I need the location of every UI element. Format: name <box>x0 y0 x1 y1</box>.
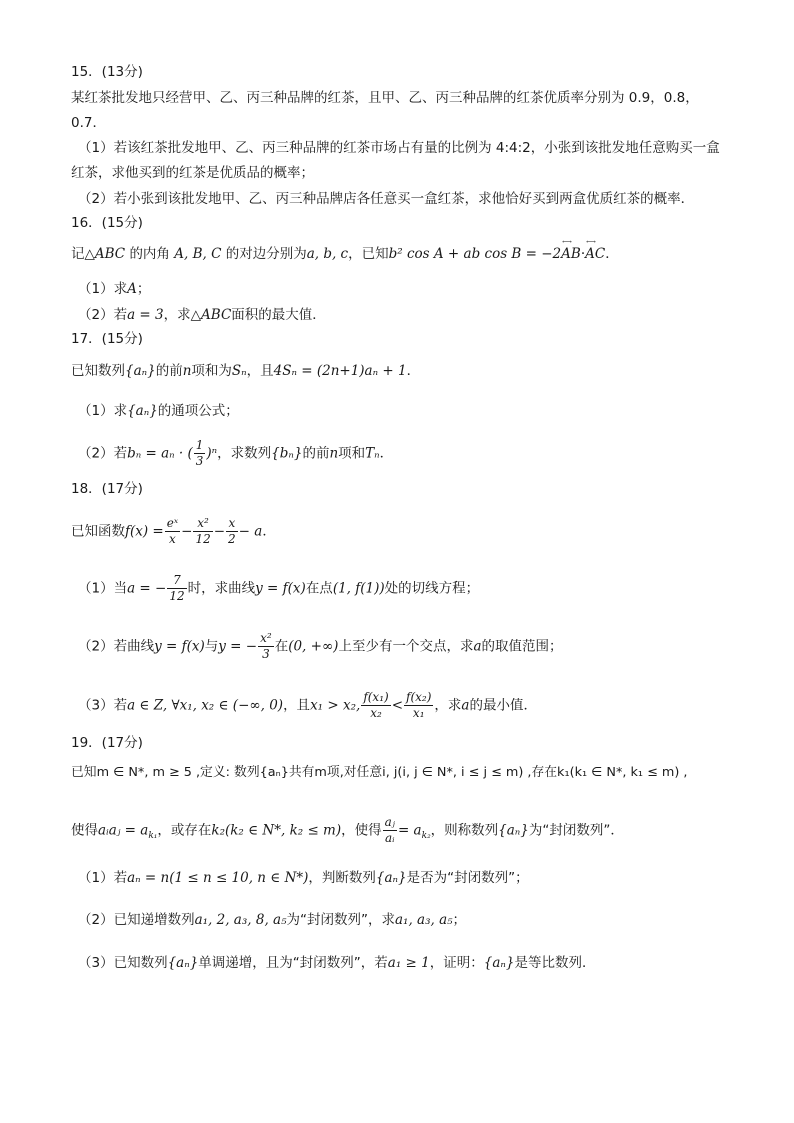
q17-exponent: )ⁿ <box>206 445 218 462</box>
numerator: aⱼ <box>384 815 395 829</box>
q17-text: ． <box>379 445 394 462</box>
q18-text: 的最小值． <box>469 697 537 714</box>
q18-cond2: x₁ > x₂, <box>310 697 361 714</box>
seq-b: {bₙ} <box>271 445 303 462</box>
q17-text: 的前 <box>302 445 330 462</box>
q16-text: ； <box>136 281 151 297</box>
func-f: f(x) = <box>125 523 164 540</box>
q18-stem <box>71 516 276 547</box>
q18-text: 在 <box>274 638 289 655</box>
seq-a: {aₙ} <box>125 363 156 379</box>
q18-cond: a ∈ Z, ∀x₁, x₂ ∈ (−∞, 0) <box>127 697 284 714</box>
q17-text: 的通项公式； <box>157 403 239 419</box>
var-a: a <box>473 638 482 655</box>
q16-part2 <box>78 309 326 323</box>
q19-seq-terms: a₁, 2, a₃, 8, a₅ <box>194 912 287 928</box>
q18-text: ，求 <box>434 697 462 714</box>
fraction <box>361 690 390 721</box>
q16-stem <box>71 248 619 262</box>
q19-definition-line1: 已知m ∈ N*, m ≥ 5 ,定义: 数列{aₙ}共有m项,对任意i, j(i, j ∈ N*, i ≤ j ≤ m) ,存在k₁(k₁ ∈ N*, k₁ ≤ m) , <box>71 765 688 780</box>
q19-cond: a₁ ≥ 1 <box>387 955 430 971</box>
minus-sign: − <box>213 523 226 540</box>
q19-quotient: = a <box>397 822 422 839</box>
var-n: n <box>329 445 339 462</box>
q19-text: （3）已知数列 <box>78 955 168 971</box>
denominator: 2 <box>228 532 236 546</box>
fraction <box>165 516 180 547</box>
denominator: x₂ <box>370 706 382 720</box>
curve: y = f(x) <box>154 638 205 655</box>
q18-text: 与 <box>204 638 219 655</box>
curve: y = f(x) <box>255 580 306 597</box>
q16-heading: 16．(15分) <box>71 215 143 231</box>
q18-text: 已知函数 <box>71 523 125 540</box>
denominator: x₁ <box>412 706 425 720</box>
q17-bn-def: bₙ = aₙ · ( <box>127 445 193 462</box>
interval: (0, +∞) <box>288 638 339 655</box>
q16-text: 面积的最大值． <box>231 307 326 323</box>
var-a: a <box>461 697 470 714</box>
denominator: aᵢ <box>385 831 395 845</box>
numerator: f(x₁) <box>363 690 389 704</box>
seq-a: {aₙ} <box>483 955 515 971</box>
denominator: 12 <box>169 589 185 603</box>
q17-heading: 17．(15分) <box>71 331 143 347</box>
dot-operator: · <box>580 246 586 262</box>
q17-text: ，求数列 <box>217 445 272 462</box>
sum-t: Tₙ <box>365 445 380 462</box>
q16-equation: b² cos A + ab cos B = −2 <box>388 246 562 262</box>
denominator: 3 <box>195 454 204 468</box>
q18-text: （2）若曲线 <box>78 638 155 655</box>
q19-text: 为“封闭数列”． <box>528 822 624 839</box>
q19-text: （2）已知递增数列 <box>78 912 195 928</box>
numerator: x² <box>193 516 212 532</box>
fraction <box>226 516 238 547</box>
q16-text: 的对边分别为 <box>225 246 307 262</box>
q17-text: 的前 <box>155 363 183 379</box>
q17-text: （2）若 <box>78 445 128 462</box>
q19-text: 使得 <box>71 822 98 839</box>
denominator: 12 <box>195 532 211 546</box>
q19-text: ，使得 <box>341 822 382 839</box>
q19-heading: 19．(17分) <box>71 735 143 751</box>
q19-text: ，证明： <box>429 955 484 971</box>
q18-text: ，且 <box>283 697 311 714</box>
q19-part1 <box>78 872 529 886</box>
q16-text: ，已知 <box>348 246 389 262</box>
q17-part2 <box>78 438 393 469</box>
q17-text: （1）求 <box>78 403 128 419</box>
q16-var: A <box>127 281 137 297</box>
subscript: k₂ <box>421 831 431 842</box>
q19-definition-line2 <box>71 815 624 846</box>
q15-stem-line1: 某红茶批发地只经营甲、乙、丙三种品牌的红茶，且甲、乙、丙三种品牌的红茶优质率分别为 0.9，0.8， <box>71 90 699 106</box>
q19-text: 为“封闭数列”，求 <box>286 912 395 928</box>
numerator: 1 <box>195 438 204 452</box>
q19-part3 <box>78 957 595 971</box>
q15-part1-line2: 红茶，求他买到的红茶是优质品的概率； <box>71 165 314 181</box>
denominator: x <box>169 532 176 546</box>
q18-text: 处的切线方程； <box>384 580 480 597</box>
q19-text: （1）若 <box>78 870 128 886</box>
numerator: x <box>226 516 238 532</box>
q15-heading: 15．(13分) <box>71 64 143 80</box>
var-n: n <box>182 363 192 379</box>
q19-part2 <box>78 914 466 928</box>
q19-product: aᵢaⱼ = a <box>98 822 149 839</box>
fraction <box>193 516 212 547</box>
q19-text: 单调递增，且为“封闭数列”，若 <box>198 955 388 971</box>
numerator: x² <box>260 631 272 645</box>
q18-text: 时，求曲线 <box>187 580 256 597</box>
point: (1, f(1)) <box>332 580 385 597</box>
q19-text: ，或存在 <box>157 822 212 839</box>
fraction <box>167 573 186 604</box>
q17-stem <box>71 365 420 379</box>
vector-ac: ←→ AC <box>585 248 605 262</box>
q18-a-value: a = − <box>127 580 167 597</box>
q19-text: ； <box>452 912 467 928</box>
q18-tail: − a <box>238 523 263 540</box>
q17-part1 <box>78 405 239 419</box>
q18-text: 在点 <box>305 580 333 597</box>
denominator: 3 <box>262 647 270 661</box>
q19-seq-def: aₙ = n(1 ≤ n ≤ 10, n ∈ N*) <box>127 870 309 886</box>
curve-2: y = − <box>218 638 258 655</box>
seq-a: {aₙ} <box>127 403 158 419</box>
q16-cond: a = 3 <box>127 307 164 323</box>
q19-text: 是否为“封闭数列”； <box>406 870 529 886</box>
q18-text: （3）若 <box>78 697 128 714</box>
q15-part1-line1: （1）若该红茶批发地甲、乙、丙三种品牌的红茶市场占有量的比例为 4:4:2，小张到该批发地任意购买一盒 <box>78 140 720 156</box>
numerator: 7 <box>167 573 186 589</box>
q17-text: ． <box>406 363 421 379</box>
q18-part3 <box>78 690 537 721</box>
fraction <box>258 631 274 662</box>
q18-text: （1）当 <box>78 580 128 597</box>
fraction <box>404 690 433 721</box>
minus-sign: − <box>181 523 193 540</box>
q16-text: （1）求 <box>78 281 128 297</box>
q16-text: ，求△ <box>163 307 202 323</box>
q18-heading: 18．(17分) <box>71 481 143 497</box>
fraction <box>383 815 397 846</box>
q18-part2 <box>78 631 563 662</box>
fraction-one-third <box>194 438 206 469</box>
q15-part2: （2）若小张到该批发地甲、乙、丙三种品牌店各任意买一盒红茶，求他恰好买到两盒优质红茶的概率． <box>78 191 695 207</box>
q16-text: ． <box>605 246 619 262</box>
q17-text: 项和 <box>338 445 366 462</box>
seq-a: {aₙ} <box>498 822 529 839</box>
less-than: < <box>391 697 404 714</box>
vector-ab: ←→ AB <box>561 248 581 262</box>
q18-text: ． <box>262 523 276 540</box>
q19-text: ，判断数列 <box>308 870 376 886</box>
q16-text: （2）若 <box>78 307 128 323</box>
q19-text: ，则称数列 <box>430 822 499 839</box>
numerator: eˣ <box>166 516 179 530</box>
sum-s: Sₙ <box>231 363 247 379</box>
q18-text: 的取值范围； <box>481 638 563 655</box>
seq-a: {aₙ} <box>375 870 407 886</box>
q16-text: 的内角 <box>129 246 170 262</box>
q19-unknowns: a₁, a₃, a₅ <box>394 912 453 928</box>
q16-triangle: ABC <box>94 246 126 262</box>
q18-text: 上至少有一个交点，求 <box>338 638 474 655</box>
subscript: k₁ <box>148 831 158 842</box>
q16-sides: a, b, c <box>306 246 349 262</box>
numerator: f(x₂) <box>406 690 432 704</box>
q19-k2: k₂(k₂ ∈ N*, k₂ ≤ m) <box>211 822 342 839</box>
q17-equation: 4Sₙ = (2n+1)aₙ + 1 <box>273 363 407 379</box>
q16-part1 <box>78 283 150 297</box>
q16-angles: A, B, C <box>174 246 222 262</box>
q17-text: ，且 <box>246 363 274 379</box>
q16-text: 记△ <box>71 246 95 262</box>
q17-text: 已知数列 <box>71 363 125 379</box>
q17-text: 项和为 <box>191 363 232 379</box>
q19-text: 是等比数列． <box>514 955 596 971</box>
q18-part1 <box>78 573 479 604</box>
q16-triangle: ABC <box>201 307 232 323</box>
seq-a: {aₙ} <box>167 955 199 971</box>
q15-stem-line2: 0.7． <box>71 115 106 131</box>
